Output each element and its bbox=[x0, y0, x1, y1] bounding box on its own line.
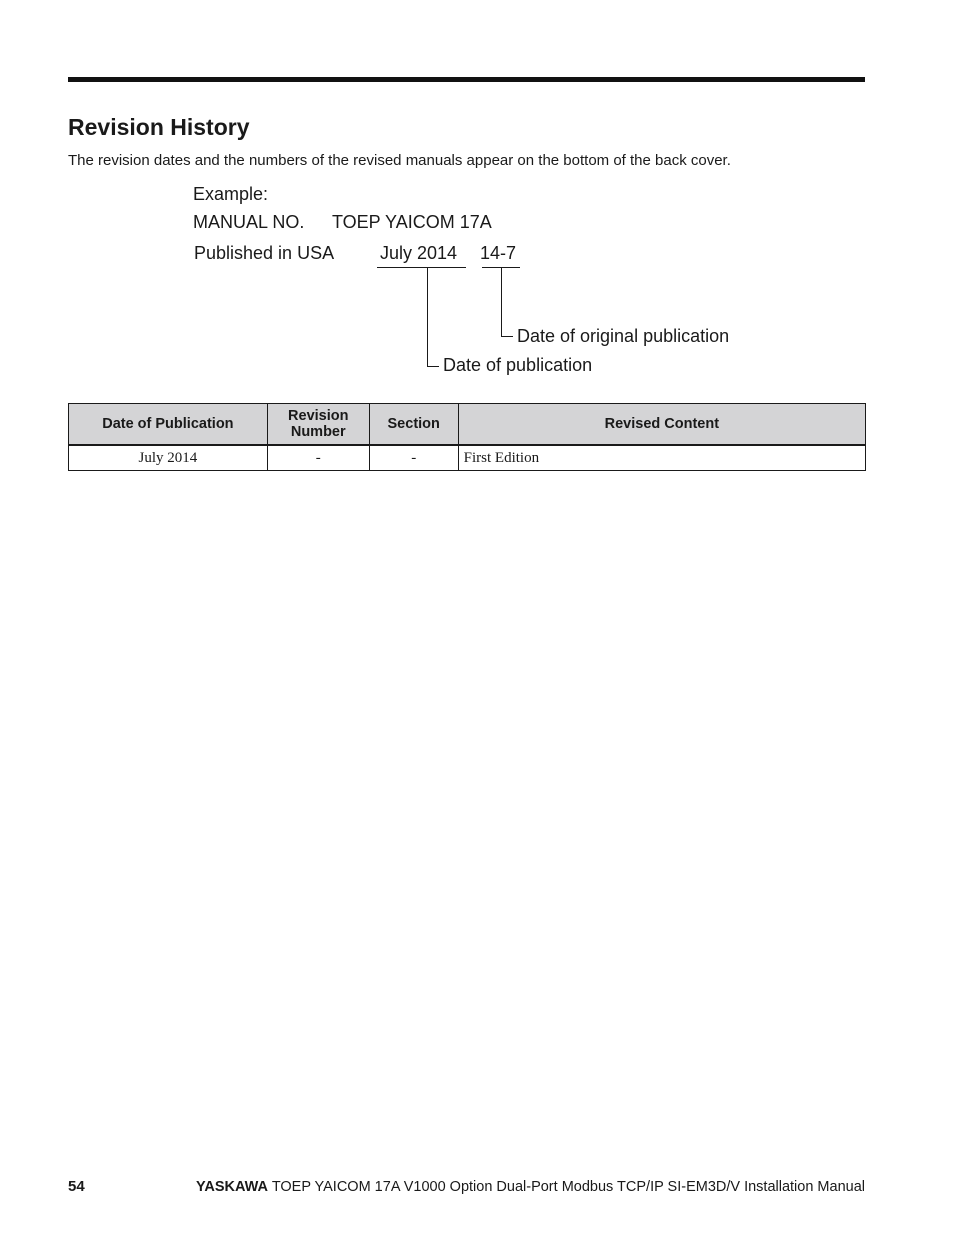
original-connector-vertical bbox=[501, 268, 502, 336]
cell-date: July 2014 bbox=[69, 445, 268, 471]
publication-connector-horizontal bbox=[427, 366, 439, 367]
manual-no-label: MANUAL NO. bbox=[193, 212, 305, 232]
example-label: Example: bbox=[193, 184, 269, 204]
footer-title-text: TOEP YAICOM 17A V1000 Option Dual-Port Modbus TCP/IP SI-EM3D/V Installation Manual bbox=[271, 1179, 865, 1195]
page-number: 54 bbox=[68, 1178, 85, 1195]
original-connector-horizontal bbox=[501, 336, 513, 337]
cell-revision-number: - bbox=[267, 445, 369, 471]
manual-no-value: TOEP YAICOM 17A bbox=[332, 212, 492, 232]
cell-section: - bbox=[369, 445, 458, 471]
header-section: Section bbox=[369, 404, 458, 446]
footer-manual-title bbox=[196, 1179, 865, 1195]
publication-date-underline bbox=[377, 267, 466, 268]
header-date-of-publication: Date of Publication bbox=[69, 404, 268, 446]
table-row bbox=[69, 445, 866, 471]
page-title: Revision History bbox=[68, 114, 250, 140]
footer-brand: YASKAWA bbox=[196, 1179, 269, 1195]
table-header-row bbox=[69, 404, 866, 446]
revision-table bbox=[68, 403, 866, 471]
publication-connector-vertical bbox=[427, 268, 428, 366]
callout-original-publication: Date of original publication bbox=[517, 326, 730, 346]
header-revision-number: Revision Number bbox=[267, 404, 369, 446]
intro-paragraph: The revision dates and the numbers of the revised manuals appear on the bottom of the back cover. bbox=[68, 152, 731, 169]
callout-publication: Date of publication bbox=[443, 355, 593, 375]
top-rule bbox=[68, 77, 865, 82]
header-revised-content: Revised Content bbox=[458, 404, 865, 446]
publication-date: July 2014 bbox=[380, 243, 458, 263]
cell-revised-content: First Edition bbox=[458, 445, 865, 471]
published-label: Published in USA bbox=[194, 243, 335, 263]
original-code: 14-7 bbox=[480, 243, 517, 263]
